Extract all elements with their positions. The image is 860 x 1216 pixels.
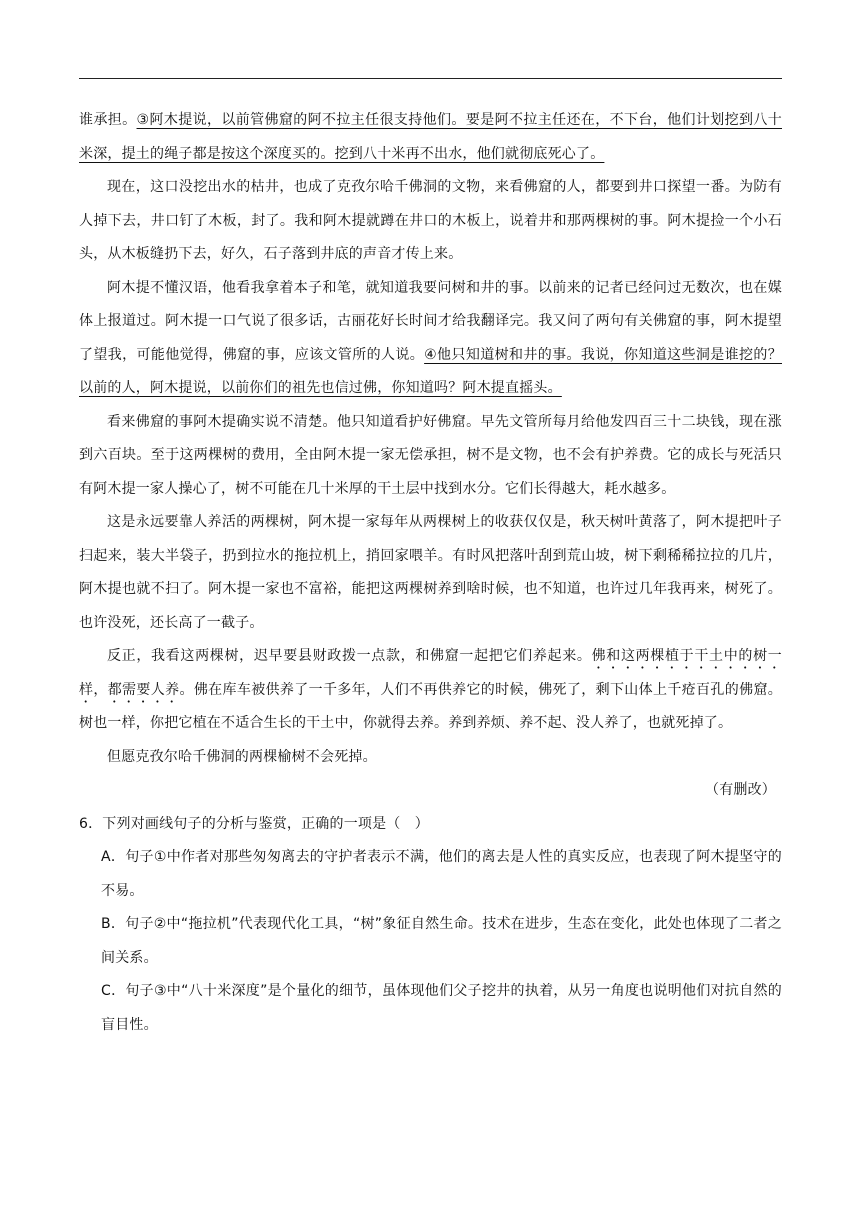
- dotted-sentence: 佛和这两棵植于干土中的树一样，都需要人养。: [79, 648, 782, 698]
- paragraph-5-lead: 反正，我看这两棵树，迟早要县财政拨一点款，和佛窟一起把它们养起来。: [107, 648, 592, 664]
- paragraph-0: [79, 104, 782, 171]
- paragraph-2: [79, 272, 782, 406]
- page-body: [79, 104, 782, 1042]
- option-a[interactable]: A．句子①中作者对那些匆匆离去的守护者表示不满，他们的离去是人性的真实反应，也表现了阿木提坚守的不易。: [101, 849, 782, 899]
- paragraph-1: 现在，这口没挖出水的枯井，也成了克孜尔哈千佛洞的文物，来看佛窟的人，都要到井口探望一番。为防有人掉下去，井口钉了木板，封了。我和阿木提就蹲在井口的木板上，说着井和那两棵树的事。阿木提捡一个小石头，从木板缝扔下去，好久，石子落到井底的声音才传上来。: [79, 179, 782, 262]
- underlined-sentence-3: ③阿木提说，以前管佛窟的阿不拉主任很支持他们。要是阿不拉主任还在，不下台，他们计划挖到八十米深，提土的绳子都是按这个深度买的。挖到八十米再不出水，他们就彻底死心了。: [79, 112, 782, 162]
- header-rule: [79, 78, 782, 79]
- option-c[interactable]: C．句子③中“八十米深度”是个量化的细节，虽体现他们父子挖井的执着，从另一角度也说明他们对抗自然的盲目性。: [101, 983, 782, 1033]
- option-b[interactable]: B．句子②中“拖拉机”代表现代化工具，“树”象征自然生命。技术在进步，生态在变化，此处也体现了二者之间关系。: [101, 916, 782, 966]
- paragraph-5-tail: 佛在库车被供养了一千多年，人们不再供养它的时候，佛死了，剩下山体上千疮百孔的佛窟。树也一样，你把它植在不适合生长的干土中，你就得去养。养到养烦、养不起、没人养了，也就死掉了。: [79, 681, 782, 731]
- revision-note: （有删改）: [705, 782, 776, 798]
- paragraph-3: 看来佛窟的事阿木提确实说不清楚。他只知道看护好佛窟。早先文管所每月给他发四百三十二块钱，现在涨到六百块。至于这两棵树的费用，全由阿木提一家无偿承担，树不是文物，也不会有护养费。它的成长与死活只有阿木提一家人操心了，树不可能在几十米厚的干土层中找到水分。它们长得越大，耗水越多。: [79, 413, 782, 497]
- question-stem: 6．下列对画线句子的分析与鉴赏，正确的一项是（ ）: [79, 815, 429, 832]
- paragraph-4: 这是永远要靠人养活的两棵树，阿木提一家每年从两棵树上的收获仅仅是，秋天树叶黄落了，阿木提把叶子扫起来，装大半袋子，扔到拉水的拖拉机上，捎回家喂羊。有时风把落叶刮到荒山坡，树下剩稀稀拉拉的几片，阿木提也就不扫了。阿木提一家也不富裕，能把这两棵树养到啥时候，也不知道，也许过几年我再来，树死了。也许没死，还长高了一截子。: [79, 514, 782, 631]
- paragraph-6: 但愿克孜尔哈千佛洞的两棵榆树不会死掉。: [107, 748, 377, 765]
- paragraph-2-lead: 阿木提不懂汉语，他看我拿着本子和笔，就知道我要问树和井的事。以前来的记者已经问过无数次，也在媒体上报道过。阿木提一口气说了很多话，古丽花好长时间才给我翻译完。我又问了两句有关佛窟的事，阿木提望了望我，可能他觉得，佛窟的事，应该文管所的人说。: [79, 279, 782, 363]
- underlined-sentence-4: ④他只知道树和井的事。我说，你知道这些洞是谁挖的？以前的人，阿木提说，以前你们的祖先也信过佛，你知道吗？阿木提直摇头。: [79, 346, 782, 396]
- paragraph-5: [79, 640, 782, 741]
- paragraph-0-lead: 谁承担。: [79, 112, 137, 128]
